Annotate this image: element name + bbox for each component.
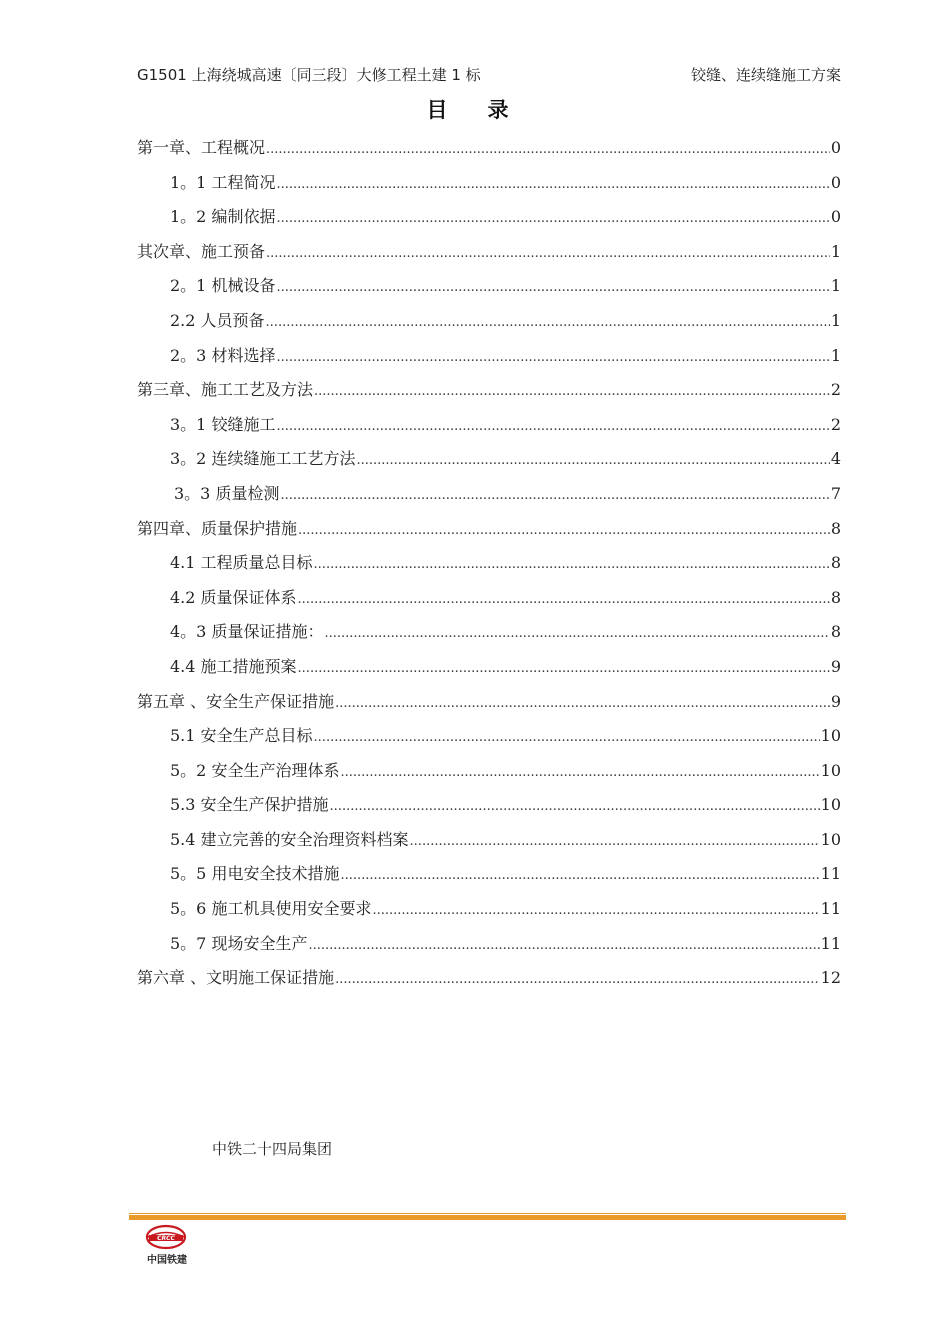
toc-entry-page-number: 2: [830, 380, 841, 400]
toc-entry-page-number: 10: [820, 795, 841, 815]
toc-entry[interactable]: [137, 754, 841, 789]
toc-dot-leader: [266, 237, 830, 272]
toc-dot-leader: [340, 756, 819, 791]
toc-entry[interactable]: [137, 892, 841, 927]
toc-entry-title: 第六章 、文明施工保证措施: [137, 968, 335, 988]
toc-entry[interactable]: [137, 200, 841, 235]
toc-entry-page-number: 11: [820, 899, 841, 919]
toc-dot-leader: [335, 687, 830, 722]
toc-entry-page-number: 10: [820, 726, 841, 746]
toc-dot-leader: [280, 479, 829, 514]
toc-entry-title: 2。1 机械设备: [170, 276, 276, 296]
toc-entry-title: 第五章 、安全生产保证措施: [137, 691, 335, 711]
toc-entry-title: 第四章、质量保护措施: [137, 518, 298, 538]
toc-entry-title: 5。5 用电安全技术措施: [170, 864, 340, 884]
toc-entry[interactable]: [137, 650, 841, 685]
toc-entry[interactable]: [137, 788, 841, 823]
toc-entry-page-number: 1: [830, 345, 841, 365]
toc-entry-title: 其次章、施工预备: [137, 241, 266, 261]
toc-entry[interactable]: [137, 477, 841, 512]
logo-caption: 中国铁建: [147, 1255, 187, 1266]
toc-dot-leader: [335, 963, 820, 998]
toc-dot-leader: [372, 894, 819, 929]
toc-entry-title: 5。6 施工机具使用安全要求: [170, 899, 372, 919]
toc-dot-leader: [330, 790, 820, 825]
toc-dot-leader: [324, 617, 829, 652]
toc-entry[interactable]: [137, 235, 841, 270]
toc-entry[interactable]: [137, 442, 841, 477]
toc-entry-page-number: 1: [830, 276, 841, 296]
toc-entry-title: 4.1 工程质量总目标: [170, 553, 313, 573]
toc-entry-page-number: 2: [830, 414, 841, 434]
toc-entry-page-number: 8: [830, 587, 841, 607]
toc-entry-title: 5.1 安全生产总目标: [170, 726, 313, 746]
toc-entry-page-number: 12: [820, 968, 841, 988]
footer-rule-thick: [129, 1215, 846, 1220]
toc-entry-title: 2。3 材料选择: [170, 345, 276, 365]
toc-entry-page-number: 7: [830, 483, 841, 503]
toc-dot-leader: [266, 306, 830, 341]
toc-entry-page-number: 4: [830, 449, 841, 469]
toc-dot-leader: [276, 202, 829, 237]
toc-entry[interactable]: [137, 269, 841, 304]
toc-dot-leader: [266, 133, 830, 168]
toc-entry[interactable]: [137, 304, 841, 339]
toc-entry-page-number: 0: [830, 172, 841, 192]
toc-entry[interactable]: [137, 373, 841, 408]
toc-dot-leader: [276, 271, 829, 306]
toc-entry[interactable]: [137, 581, 841, 616]
toc-entry-page-number: 8: [830, 553, 841, 573]
toc-dot-leader: [356, 444, 829, 479]
toc-entry-title: 5.3 安全生产保护措施: [170, 795, 329, 815]
toc-entry[interactable]: [137, 719, 841, 754]
toc-entry[interactable]: [137, 857, 841, 892]
toc-entry-title: 3。1 铰缝施工: [170, 414, 276, 434]
toc-entry-page-number: 1: [830, 241, 841, 261]
toc-entry-page-number: 10: [820, 760, 841, 780]
toc-entry-page-number: 9: [830, 691, 841, 711]
toc-entry-title: 第一章、工程概况: [137, 138, 266, 157]
toc-entry-title: 1。2 编制依据: [170, 207, 276, 227]
toc-entry-title: 5.4 建立完善的安全治理资料档案: [170, 829, 409, 849]
toc-entry-page-number: 8: [830, 622, 841, 642]
toc-entry[interactable]: [137, 823, 841, 858]
toc-entry-title: 第三章、施工工艺及方法: [137, 380, 314, 400]
toc-dot-leader: [410, 825, 820, 860]
toc-dot-leader: [298, 583, 830, 618]
toc-entry[interactable]: [137, 615, 841, 650]
toc-entry-title: 5。7 现场安全生产: [170, 933, 308, 953]
toc-entry[interactable]: [137, 339, 841, 374]
toc-entry[interactable]: [137, 927, 841, 962]
toc-dot-leader: [340, 859, 819, 894]
toc-entry-page-number: 0: [830, 207, 841, 227]
toc-dot-leader: [314, 548, 830, 583]
logo-mark-text: CRCC: [157, 1235, 175, 1243]
toc-dot-leader: [314, 721, 820, 756]
toc-entry-title: 3。2 连续缝施工工艺方法: [170, 449, 356, 469]
toc-entry-page-number: 11: [820, 864, 841, 884]
toc-dot-leader: [276, 168, 829, 203]
toc-entry-page-number: 0: [830, 138, 841, 157]
toc-entry-page-number: 11: [820, 933, 841, 953]
header-document-title: 铰缝、连续缝施工方案: [690, 66, 841, 84]
toc-dot-leader: [314, 375, 830, 410]
toc-entry[interactable]: [137, 512, 841, 547]
toc-entry-title: 4.2 质量保证体系: [170, 587, 297, 607]
toc-entry[interactable]: [137, 131, 841, 166]
toc-dot-leader: [276, 410, 829, 445]
toc-entry-page-number: 1: [830, 310, 841, 330]
toc-entry-page-number: 8: [830, 518, 841, 538]
toc-entry-title: 3。3 质量检测: [174, 483, 280, 503]
toc-entry[interactable]: [137, 408, 841, 443]
toc-dot-leader: [298, 514, 830, 549]
toc-entry-title: 2.2 人员预备: [170, 310, 265, 330]
toc-dot-leader: [298, 652, 830, 687]
toc-entry-title: 5。2 安全生产治理体系: [170, 760, 340, 780]
toc-entry-page-number: 9: [830, 656, 841, 676]
toc-entry-title: 1。1 工程简况: [170, 172, 276, 192]
toc-entry[interactable]: [137, 546, 841, 581]
toc-entry-page-number: 10: [820, 829, 841, 849]
footer-rule-thin: [129, 1213, 846, 1214]
toc-entry-title: 4。3 质量保证措施：: [170, 622, 324, 642]
company-name: 中铁二十四局集团: [212, 1140, 333, 1158]
toc-entry[interactable]: [137, 961, 841, 996]
toc-entry[interactable]: [137, 166, 841, 201]
header-project-title: G1501 上海绕城高速〔同三段〕大修工程土建 1 标: [137, 66, 481, 84]
toc-entry-title: 4.4 施工措施预案: [170, 656, 297, 676]
table-of-contents: [137, 131, 841, 996]
toc-entry[interactable]: [137, 685, 841, 720]
toc-dot-leader: [276, 341, 829, 376]
toc-title: 目录: [426, 98, 549, 122]
toc-dot-leader: [308, 929, 819, 964]
